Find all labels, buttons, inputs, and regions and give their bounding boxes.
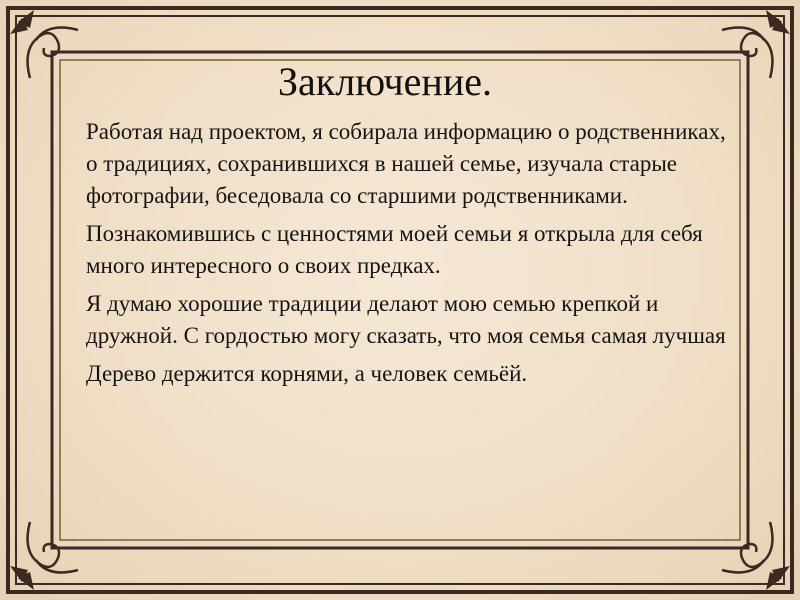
paragraph-2: Познакомившись с ценностями моей семьи я открыла для себя много интересного о своих предках.: [86, 221, 703, 278]
slide-body: [86, 116, 726, 396]
paragraph-3: Я думаю хорошие традиции делают мою семью крепкой и дружной. С гордостью могу сказать, что моя семья самая лучшая: [86, 291, 726, 348]
paragraph-1: Работая над проектом, я собирала информацию о родственниках, о традициях, сохранившихся в нашей семье, изучала старые фотографии, беседовала со старшими родственниками.: [86, 119, 726, 208]
corner-ornament-top-left: [10, 10, 78, 78]
corner-ornament-bottom-left: [10, 522, 78, 590]
slide-title: Заключение.: [278, 59, 492, 104]
corner-ornament-bottom-right: [722, 522, 790, 590]
corner-ornament-top-right: [722, 10, 790, 78]
paragraph-4: Дерево держится корнями, а человек семьёй.: [86, 361, 528, 386]
